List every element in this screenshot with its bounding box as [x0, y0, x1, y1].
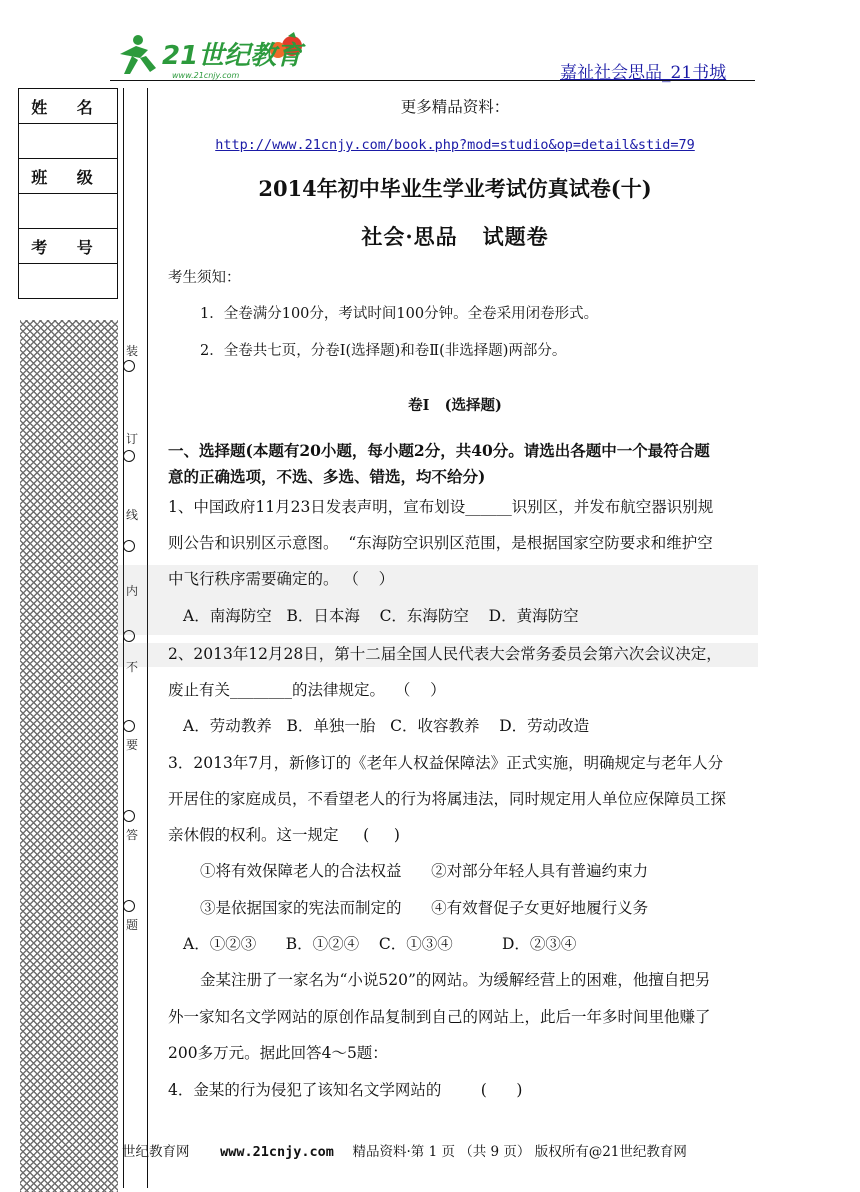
- svg-text:www.21cnjy.com: www.21cnjy.com: [172, 71, 240, 80]
- question-3-line: 3．2013年7月，新修订的《老年人权益保障法》正式实施，明确规定与老年人分: [168, 754, 724, 772]
- notice-heading: 考生须知：: [168, 270, 241, 286]
- passage-line: 金某注册了一家名为“小说520”的网站。为缓解经营上的困难，他擅自把另: [200, 971, 711, 989]
- question-2-line: 2、2013年12月28日，第十二届全国人民代表大会常务委员会第六次会议决定，: [168, 645, 722, 663]
- exam-title: 2014年初中毕业生学业考试仿真试卷(十): [258, 176, 652, 201]
- seal-char: 答: [125, 828, 138, 842]
- seal-char: 题: [125, 918, 138, 932]
- section-title: 卷Ⅰ (选择题): [408, 397, 502, 414]
- seal-circle: [123, 810, 135, 822]
- class-field[interactable]: [19, 194, 118, 229]
- question-1-options: A．南海防空 B．日本海 C．东海防空 D．黄海防空: [183, 607, 579, 625]
- seal-circle: [123, 540, 135, 552]
- more-resources-label: 更多精品资料：: [400, 98, 510, 116]
- seal-char: 内: [125, 584, 138, 598]
- question-2-options: A．劳动教养 B．单独一胎 C．收容教养 D．劳动改造: [183, 717, 590, 735]
- seal-char: 要: [125, 738, 138, 752]
- seal-char: 不: [125, 660, 138, 674]
- exam-number-label: 考 号: [19, 229, 118, 264]
- seal-char: 订: [125, 432, 138, 446]
- section-instructions: 一、选择题(本题有20小题，每小题2分，共40分。请选出各题中一个最符合题: [168, 441, 710, 460]
- header-site-link[interactable]: 嘉祉社会思品_21书城: [560, 63, 727, 83]
- seal-circle: [123, 900, 135, 912]
- binding-line-right: [147, 88, 148, 1188]
- name-field[interactable]: [19, 124, 118, 159]
- question-3-line: 亲休假的权利。这一规定 ( ): [168, 826, 400, 844]
- header-rule: [110, 80, 755, 81]
- footer: [122, 1140, 687, 1160]
- notice-item: 2．全卷共七页，分卷Ⅰ(选择题)和卷Ⅱ(非选择题)两部分。: [200, 343, 567, 359]
- passage-line: 外一家知名文学网站的原创作品复制到自己的网站上，此后一年多时间里他赚了: [168, 1008, 711, 1026]
- footer-page-info: 精品资料·第 1 页 （共 9 页） 版权所有@21世纪教育网: [352, 1144, 687, 1160]
- notice-item: 1．全卷满分100分，考试时间100分钟。全卷采用闭卷形式。: [200, 306, 599, 322]
- seal-char: 装: [125, 344, 138, 358]
- question-4-line: 4．金某的行为侵犯了该知名文学网站的 ( ): [168, 1081, 523, 1099]
- site-logo: [110, 30, 310, 84]
- student-info-table: [18, 88, 118, 299]
- question-1-line: 则公告和识别区示意图。 “东海防空识别区范围，是根据国家空防要求和维护空: [168, 534, 713, 552]
- seal-circle: [123, 630, 135, 642]
- seal-char: 线: [125, 508, 138, 522]
- section-instructions: 意的正确选项，不选、多选、错选，均不给分): [168, 467, 486, 486]
- name-label: 姓 名: [19, 89, 118, 124]
- exam-number-field[interactable]: [19, 264, 118, 299]
- question-1-line: 1、中国政府11月23日发表声明，宣布划设______识别区，并发布航空器识别规: [168, 498, 714, 516]
- seal-circle: [123, 360, 135, 372]
- seal-circle: [123, 450, 135, 462]
- svg-text:21世纪教育: 21世纪教育: [162, 41, 303, 71]
- footer-site-link[interactable]: www.21cnjy.com: [220, 1144, 334, 1160]
- class-label: 班 级: [19, 159, 118, 194]
- passage-line: 200多万元。据此回答4～5题：: [168, 1044, 388, 1062]
- question-3-statement: ①将有效保障老人的合法权益 ②对部分年轻人具有普遍约束力: [200, 862, 649, 880]
- question-1-line: 中飞行秩序需要确定的。 （ ）: [168, 570, 395, 588]
- exam-subtitle: 社会·思品 试题卷: [361, 224, 549, 249]
- question-3-statement: ③是依据国家的宪法而制定的 ④有效督促子女更好地履行义务: [200, 899, 649, 917]
- sidebar-hatch-pattern: [20, 320, 118, 1192]
- question-2-line: 废止有关________的法律规定。 （ ）: [168, 681, 446, 699]
- seal-circle: [123, 720, 135, 732]
- resources-url-link[interactable]: http://www.21cnjy.com/book.php?mod=studio&op=detail&stid=79: [215, 137, 695, 153]
- footer-left-text: 世纪教育网: [122, 1144, 190, 1160]
- question-3-options: A．①②③ B．①②④ C．①③④ D．②③④: [183, 935, 577, 953]
- question-3-line: 开居住的家庭成员，不看望老人的行为将属违法，同时规定用人单位应保障员工探: [168, 790, 727, 808]
